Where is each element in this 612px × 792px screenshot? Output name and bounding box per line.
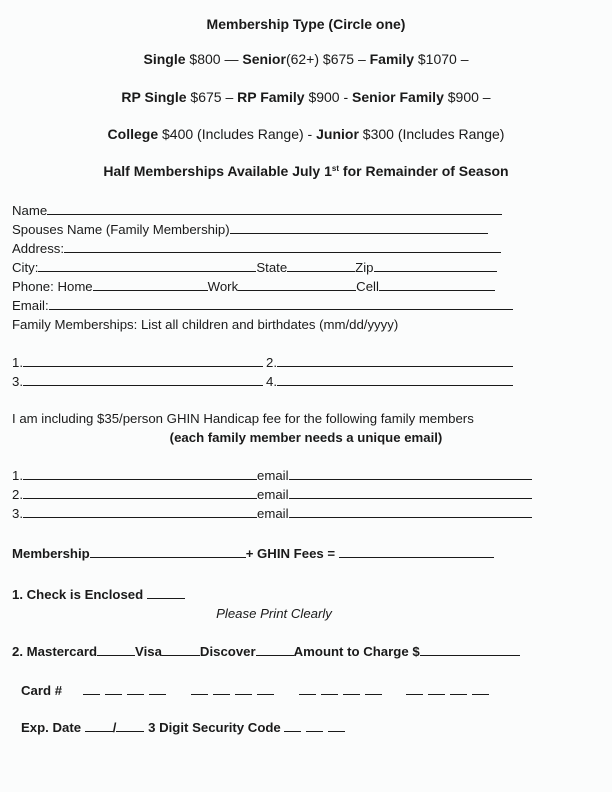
check-label: 1. Check is Enclosed <box>12 587 144 602</box>
ghin-2-name-input[interactable] <box>23 487 257 499</box>
city-input[interactable] <box>38 260 256 272</box>
spouse-label: Spouses Name (Family Membership) <box>12 222 230 237</box>
mastercard-input[interactable] <box>97 644 135 656</box>
ghin-1-label: 1. <box>12 468 23 483</box>
card-group-4[interactable] <box>406 683 494 698</box>
ghin-1-email-label: email <box>257 468 289 483</box>
ghin-2-email-input[interactable] <box>289 487 532 499</box>
rp-family-label: RP Family <box>237 89 305 105</box>
spouse-row <box>12 222 488 237</box>
name-label: Name <box>12 203 48 218</box>
single-price: $800 <box>189 51 221 67</box>
visa-label: Visa <box>135 644 162 659</box>
ghin-fees-input[interactable] <box>339 546 494 558</box>
exp-label: Exp. Date <box>21 720 82 735</box>
work-input[interactable] <box>238 279 356 291</box>
card-type-row <box>12 644 520 659</box>
college-price: $400 (Includes Range) - <box>158 126 317 142</box>
card-group-2[interactable] <box>191 683 279 698</box>
half-text-after: for Remainder of Season <box>339 163 509 179</box>
ghin-1-email-input[interactable] <box>289 468 532 480</box>
card-group-3[interactable] <box>299 683 387 698</box>
address-label: Address: <box>12 241 65 256</box>
ghin-2-email-label: email <box>257 487 289 502</box>
child-3-label: 3. <box>12 374 23 389</box>
ghin-note: (each family member needs a unique email) <box>169 430 443 445</box>
address-row <box>12 241 501 256</box>
child-row-3 <box>12 374 263 389</box>
name-row <box>12 203 502 218</box>
visa-input[interactable] <box>162 644 200 656</box>
card-label: Card # <box>21 683 63 698</box>
senior-family-price: $900 – <box>443 89 491 105</box>
half-text: Half Memberships Available July 1 <box>103 163 332 179</box>
ghin-fees-label: + GHIN Fees = <box>245 546 336 561</box>
mastercard-label: 2. Mastercard <box>12 644 98 659</box>
dash: — <box>220 51 243 67</box>
ghin-3-email-input[interactable] <box>289 506 532 518</box>
child-3-input[interactable] <box>23 374 263 386</box>
ghin-2-label: 2. <box>12 487 23 502</box>
amount-input[interactable] <box>420 644 520 656</box>
print-clearly-note: Please Print Clearly <box>216 606 332 621</box>
zip-label: Zip <box>355 260 374 275</box>
ghin-3-email-label: email <box>257 506 289 521</box>
price-row-1 <box>0 51 612 67</box>
check-row <box>12 587 185 602</box>
rp-single-label: RP Single <box>121 89 187 105</box>
senior-price: $675 – <box>319 51 370 67</box>
ghin-1-name-input[interactable] <box>23 468 257 480</box>
security-code-input[interactable] <box>284 720 350 735</box>
child-4-input[interactable] <box>277 374 513 386</box>
phone-row <box>12 279 495 294</box>
half-sup: st <box>331 164 340 173</box>
child-4-label: 4. <box>266 374 277 389</box>
check-input[interactable] <box>147 587 185 599</box>
family-children-instructions: Family Memberships: List all children and birthdates (mm/dd/yyyy) <box>12 317 399 332</box>
cell-input[interactable] <box>379 279 495 291</box>
senior-family-label: Senior Family <box>352 89 444 105</box>
phone-home-input[interactable] <box>93 279 208 291</box>
child-row-1 <box>12 355 263 370</box>
name-input[interactable] <box>47 203 502 215</box>
senior-label: Senior <box>242 51 286 67</box>
cell-label: Cell <box>356 279 379 294</box>
senior-age: (62+) <box>285 51 320 67</box>
child-2-label: 2. <box>266 355 277 370</box>
child-2-input[interactable] <box>277 355 513 367</box>
junior-price: $300 (Includes Range) <box>358 126 505 142</box>
zip-input[interactable] <box>374 260 497 272</box>
expiry-row <box>21 720 350 735</box>
rp-single-price: $675 – <box>186 89 238 105</box>
exp-slash: / <box>112 720 117 735</box>
email-input[interactable] <box>49 298 513 310</box>
membership-type-heading: Membership Type (Circle one) <box>206 16 406 32</box>
family-price: $1070 – <box>413 51 469 67</box>
card-group-1[interactable] <box>83 683 171 698</box>
ghin-3-label: 3. <box>12 506 23 521</box>
price-row-2 <box>0 89 612 105</box>
ghin-intro: I am including $35/person GHIN Handicap fee for the following family members <box>12 411 474 426</box>
totals-row <box>12 546 494 561</box>
email-label: Email: <box>12 298 49 313</box>
phone-home-label: Phone: Home <box>12 279 93 294</box>
discover-label: Discover <box>199 644 256 659</box>
exp-year-input[interactable] <box>116 720 144 732</box>
ghin-row-3 <box>12 506 532 521</box>
card-number-row <box>21 683 510 698</box>
child-1-label: 1. <box>12 355 23 370</box>
price-row-3 <box>0 126 612 142</box>
membership-amount-input[interactable] <box>90 546 246 558</box>
child-row-4 <box>266 374 513 389</box>
ghin-3-name-input[interactable] <box>23 506 257 518</box>
state-label: State <box>256 260 288 275</box>
city-row <box>12 260 497 275</box>
half-membership-note <box>0 163 612 179</box>
email-row <box>12 298 513 313</box>
child-row-2 <box>266 355 513 370</box>
ghin-row-2 <box>12 487 532 502</box>
ghin-row-1 <box>12 468 532 483</box>
single-label: Single <box>143 51 186 67</box>
work-label: Work <box>207 279 239 294</box>
address-input[interactable] <box>64 241 501 253</box>
rp-family-price: $900 - <box>304 89 353 105</box>
discover-input[interactable] <box>256 644 294 656</box>
child-1-input[interactable] <box>23 355 263 367</box>
college-label: College <box>107 126 159 142</box>
state-input[interactable] <box>287 260 355 272</box>
membership-label: Membership <box>12 546 90 561</box>
exp-month-input[interactable] <box>85 720 113 732</box>
security-label: 3 Digit Security Code <box>148 720 281 735</box>
junior-label: Junior <box>316 126 359 142</box>
family-label: Family <box>369 51 414 67</box>
city-label: City: <box>12 260 39 275</box>
amount-label: Amount to Charge $ <box>293 644 420 659</box>
spouse-input[interactable] <box>230 222 488 234</box>
